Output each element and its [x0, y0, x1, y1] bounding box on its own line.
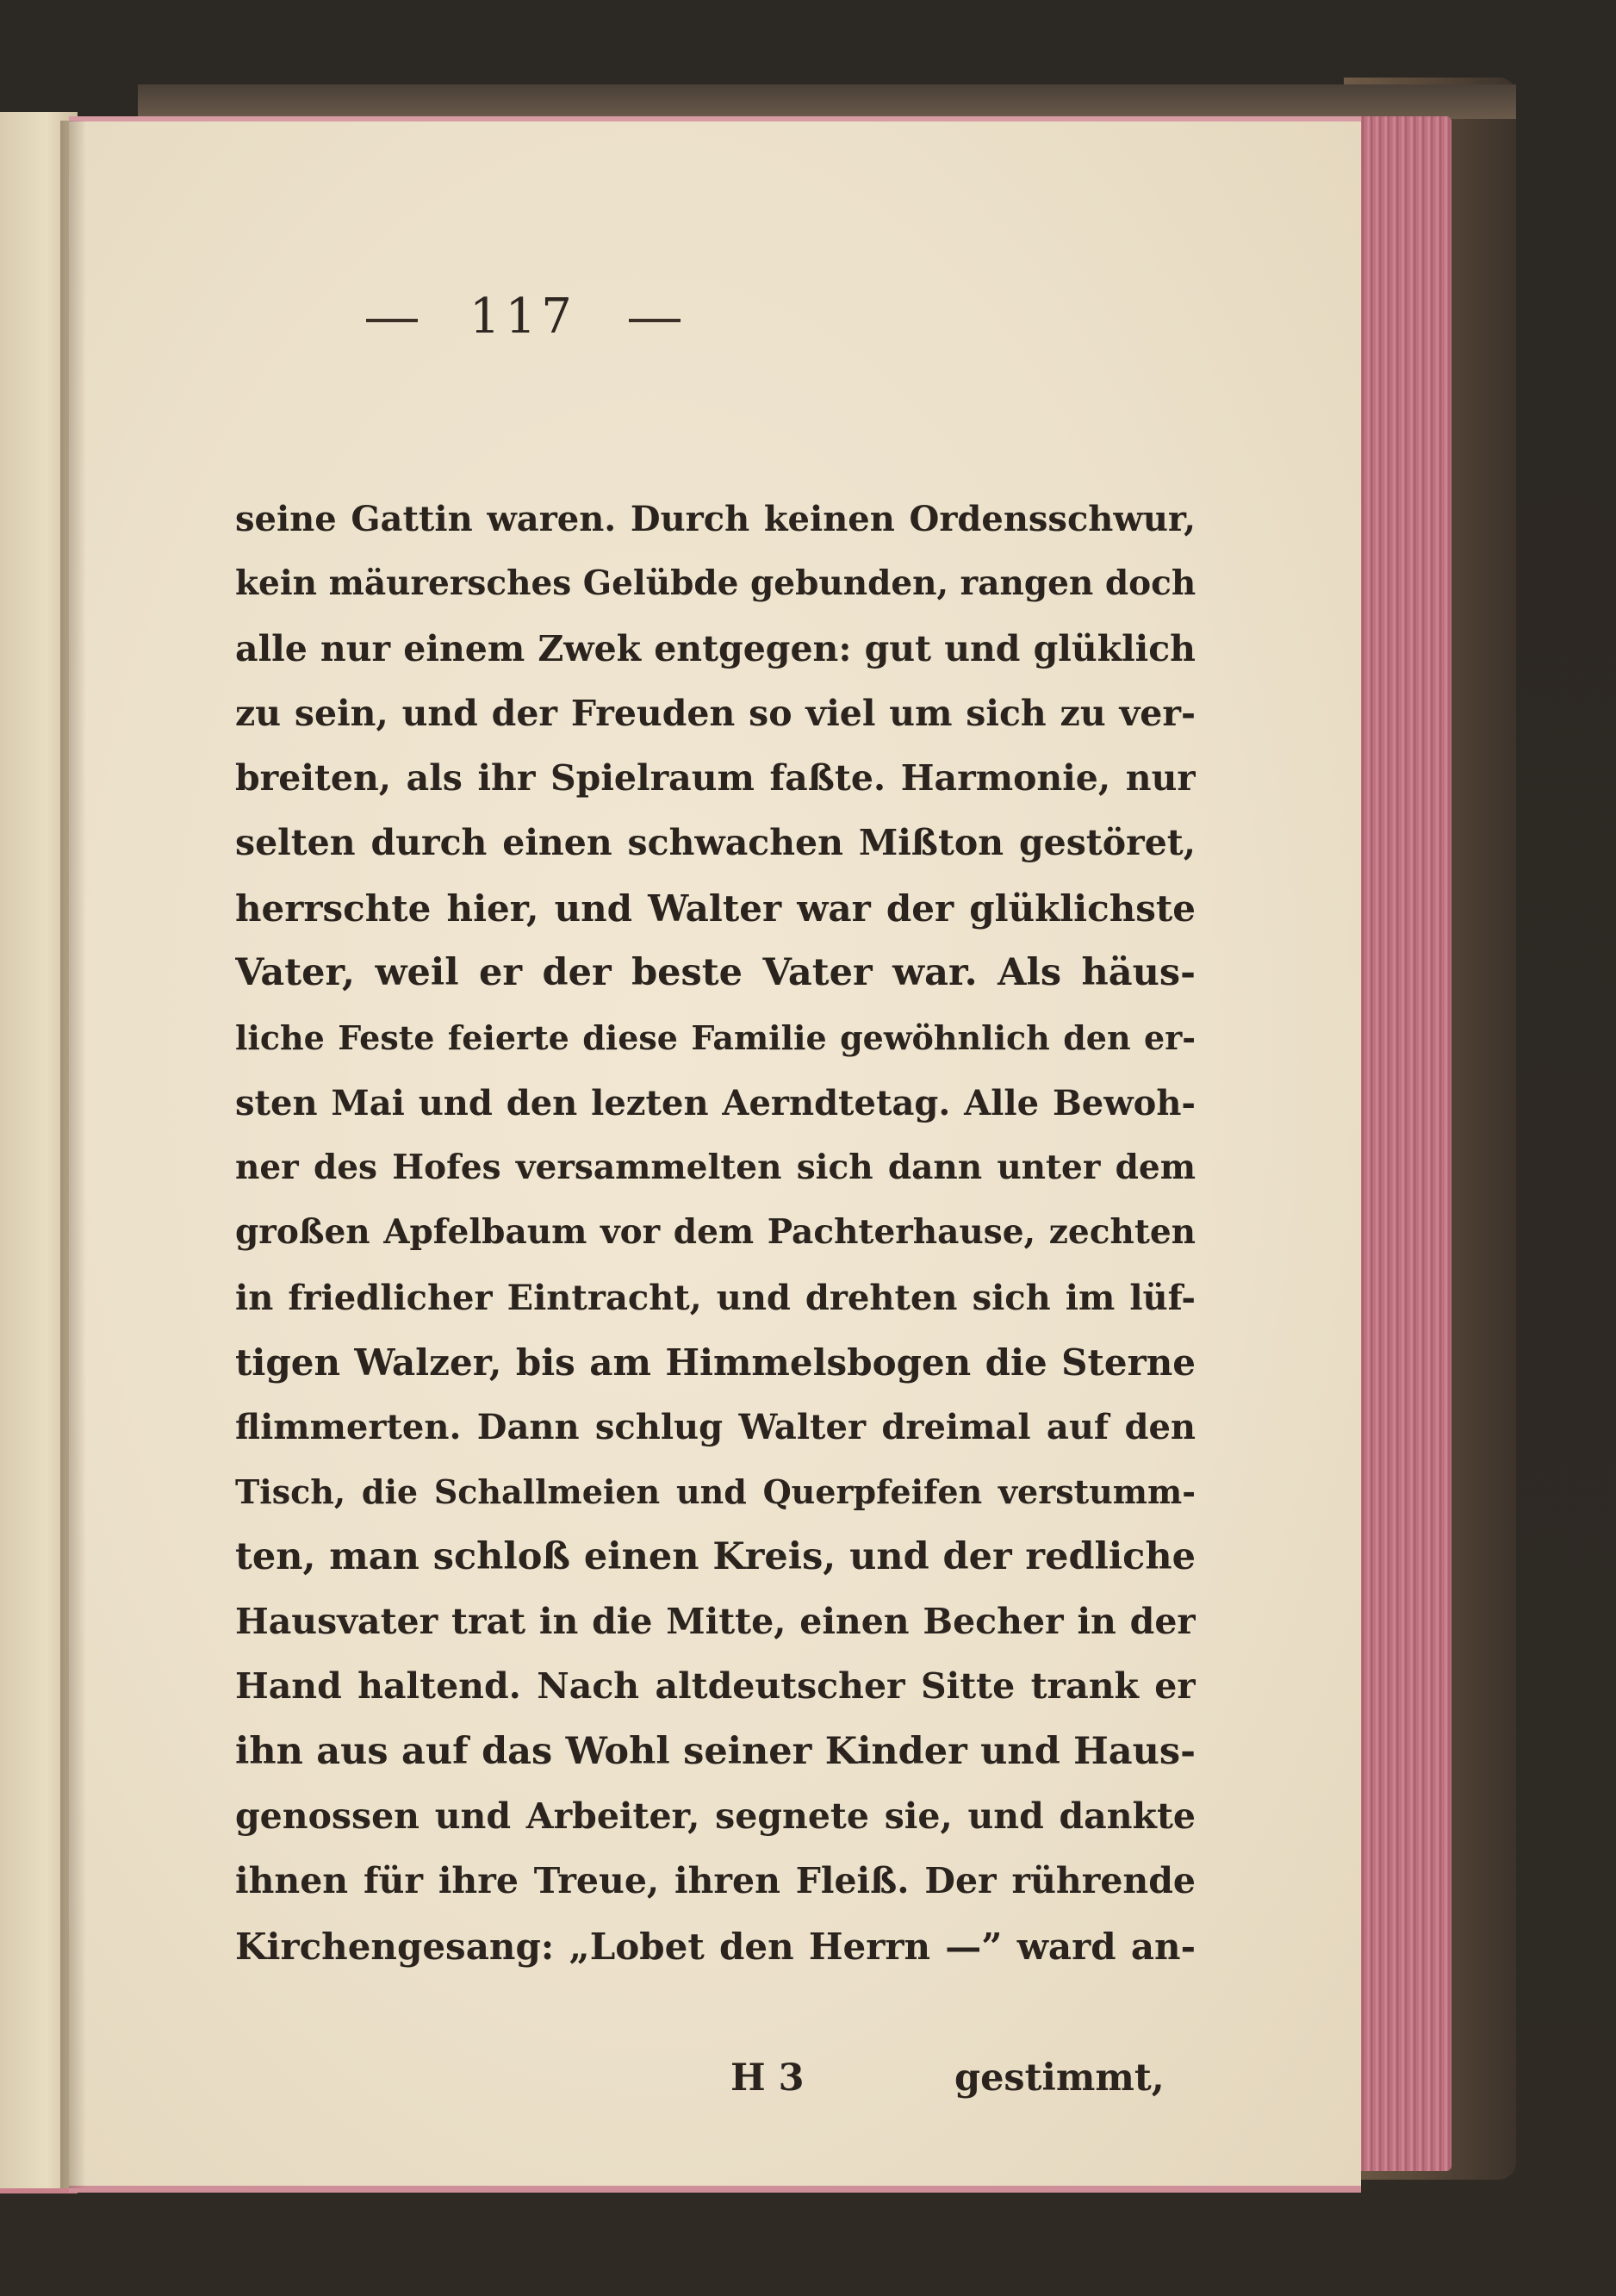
text-line: flimmerten. Dann schlug Walter dreimal auf den: [235, 1407, 1196, 1448]
text-line: ihnen für ihre Treue, ihren Fleiß. Der rührende: [235, 1860, 1196, 1902]
signature-mark: H 3: [730, 2056, 805, 2100]
text-line: tigen Walzer, bis am Himmelsbogen die Sterne: [235, 1341, 1196, 1384]
text-line: breiten, als ihr Spielraum faßte. Harmonie, nur: [235, 757, 1196, 800]
text-line: Tisch, die Schallmeien und Querpfeifen verstumm-: [235, 1472, 1196, 1512]
text-line: alle nur einem Zwek entgegen: gut und glüklich: [235, 627, 1196, 669]
text-line: seine Gattin waren. Durch keinen Ordensschwur,: [235, 499, 1196, 539]
page-edges-red: [1357, 116, 1451, 2171]
text-line: sten Mai und den lezten Aerndtetag. Alle Bewoh-: [235, 1082, 1196, 1123]
book-page: [69, 116, 1361, 2193]
catchword: gestimmt,: [954, 2056, 1165, 2100]
text-line: herrschte hier, und Walter war der glüklichste: [235, 887, 1196, 930]
text-line: zu sein, und der Freuden so viel um sich zu ver-: [235, 692, 1196, 734]
text-line: Vater, weil er der beste Vater war. Als häus-: [235, 951, 1196, 995]
cover-top-edge: [138, 84, 1516, 119]
text-line: ihn aus auf das Wohl seiner Kinder und Haus-: [235, 1729, 1196, 1773]
page-gutter-shadow: [60, 121, 86, 2188]
text-line: in friedlicher Eintracht, und drehten sich im lüf-: [235, 1277, 1196, 1318]
page-number: 117: [469, 289, 577, 345]
header-dash-right: [629, 319, 681, 322]
text-line: Kirchengesang: „Lobet den Herrn —” ward an-: [235, 1925, 1196, 1968]
text-line: selten durch einen schwachen Mißton gestöret,: [235, 822, 1196, 864]
text-line: liche Feste feierte diese Familie gewöhnlich den er-: [235, 1018, 1196, 1058]
text-line: Hand haltend. Nach altdeutscher Sitte trank er: [235, 1665, 1196, 1708]
text-line: genossen und Arbeiter, segnete sie, und dankte: [235, 1795, 1196, 1837]
text-line: kein mäurersches Gelübde gebunden, rangen doch: [235, 563, 1196, 604]
page-header: [69, 289, 978, 345]
page-footer: [235, 2048, 1196, 2117]
page-body: [235, 487, 1196, 1979]
text-line: ner des Hofes versammelten sich dann unter dem: [235, 1147, 1196, 1187]
text-line: ten, man schloß einen Kreis, und der redliche: [235, 1534, 1196, 1578]
text-line: großen Apfelbaum vor dem Pachterhause, zechten: [235, 1212, 1196, 1253]
header-dash-left: [366, 319, 418, 322]
text-line: Hausvater trat in die Mitte, einen Becher in der: [235, 1601, 1196, 1643]
